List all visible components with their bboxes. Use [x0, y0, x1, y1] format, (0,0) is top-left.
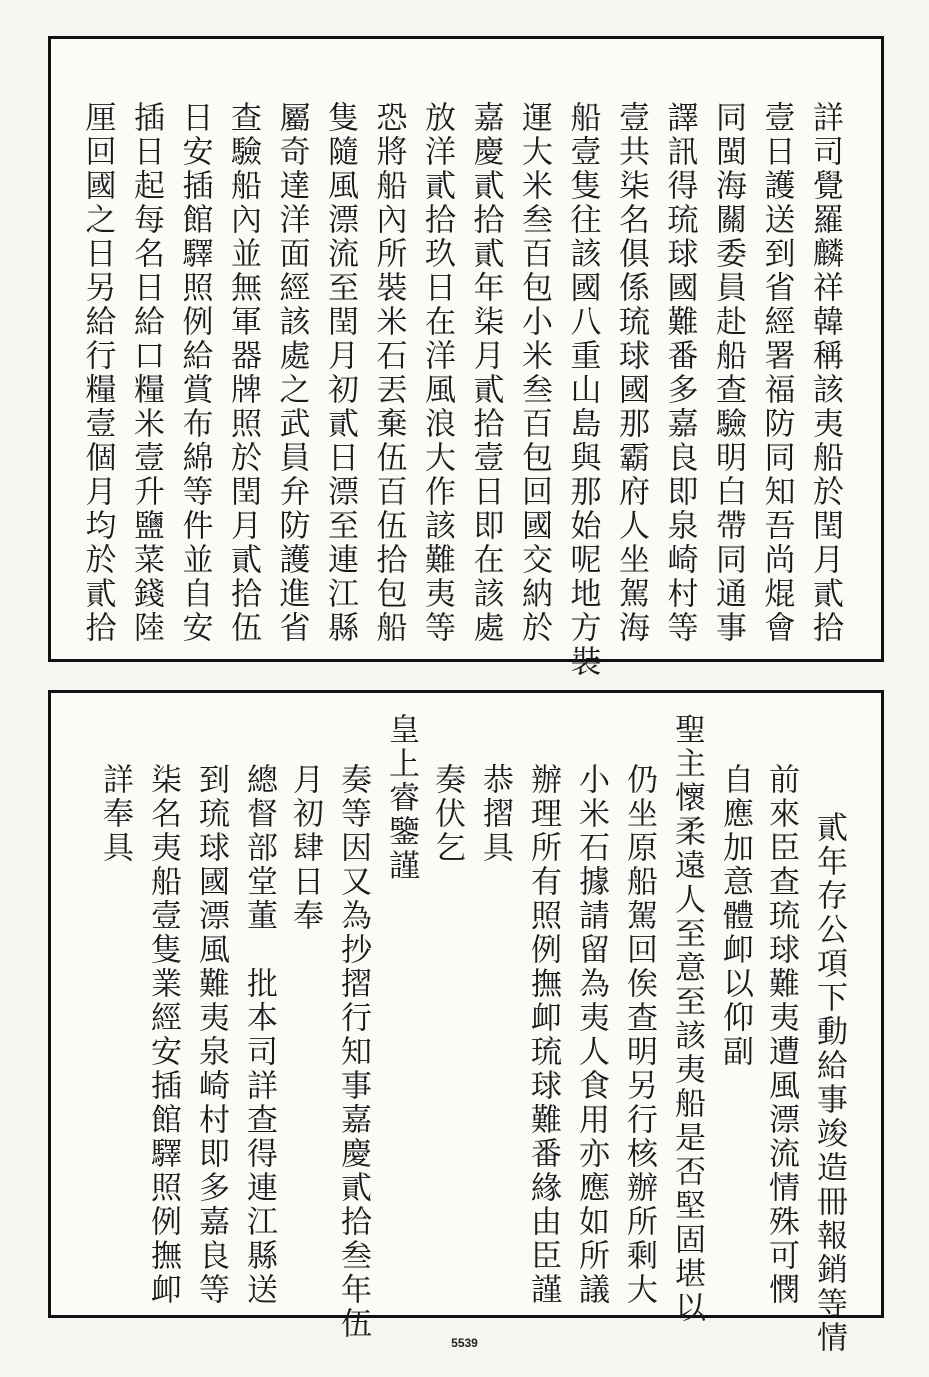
- top-columns: [51, 39, 881, 679]
- top-text-column: 恐將船內所裝米石丟棄伍百伍拾包船: [370, 101, 407, 645]
- bottom-text-column: 皇上睿鑒謹: [383, 713, 419, 883]
- top-text-column: 譯訊得琉球國難番多嘉良即泉崎村等: [661, 101, 698, 645]
- top-text-column: 屬奇達洋面經該處之武員弁防護進省: [273, 101, 310, 645]
- top-text-column: 嘉慶貳拾貳年柒月貳拾壹日即在該處: [467, 101, 504, 645]
- bottom-text-column: 奏伏乞: [429, 763, 465, 865]
- bottom-text-column: 恭摺具: [477, 763, 513, 865]
- bottom-text-column: 辦理所有照例撫卹琉球難番緣由臣謹: [525, 763, 561, 1307]
- top-text-column: 日安插館驛照例給賞布綿等件並自安: [176, 101, 213, 645]
- top-text-column: 查驗船內並無軍器牌照於閏月貳拾伍: [225, 101, 261, 645]
- bottom-text-column: 詳奉具: [97, 763, 133, 865]
- bottom-text-column: 前來臣查琉球難夷遭風漂流情殊可憫: [763, 763, 799, 1307]
- top-text-column: 插日起每名日給口糧米壹升鹽菜錢陸: [128, 101, 164, 645]
- bottom-text-column: 仍坐原船駕回俟查明另行核辦所剩大: [621, 763, 657, 1307]
- bottom-text-column: 自應加意體卹以仰副: [717, 763, 753, 1069]
- bottom-text-column: 小米石據請留為夷人食用亦應如所議: [573, 763, 609, 1307]
- top-text-column: 運大米叁百包小米叁百包回國交納於: [516, 101, 552, 645]
- bottom-text-column: 到琉球國漂風難夷泉崎村即多嘉良等: [193, 763, 229, 1307]
- bottom-text-column: 貳年存公項下動給事竣造冊報銷等情: [811, 811, 847, 1355]
- bottom-text-column: 奏等因又為抄摺行知事嘉慶貳拾叁年伍: [335, 763, 371, 1341]
- top-text-column: 同閩海關委員赴船查驗明白帶同通事: [710, 101, 746, 645]
- top-text-column: 厘回國之日另給行糧壹個月均於貳拾: [79, 101, 116, 645]
- top-text-panel: [48, 36, 884, 679]
- top-text-column: 壹共柒名俱係琉球國那霸府人坐駕海: [613, 101, 649, 645]
- top-text-column: 詳司覺羅麟祥韓稱該夷船於閏月貳拾: [807, 101, 843, 645]
- top-text-column: 壹日護送到省經署福防同知吾尚焜會: [758, 101, 795, 645]
- top-text-column: 放洋貳拾玖日在洋風浪大作該難夷等: [419, 101, 455, 645]
- bottom-text-column: 聖主懷柔遠人至意至該夷船是否堅固堪以: [669, 713, 705, 1325]
- top-text-column: 船壹隻往該國八重山島與那始呢地方裝: [564, 101, 601, 679]
- bottom-text-column: 總督部堂董 批本司詳查得連江縣送: [241, 763, 277, 1307]
- page-number: 5539: [451, 1336, 478, 1350]
- bottom-text-column: 月初肆日奉: [287, 763, 323, 933]
- top-text-column: 隻隨風漂流至閏月初貳日漂至連江縣: [322, 101, 358, 645]
- bottom-text-column: 柒名夷船壹隻業經安插館驛照例撫卹: [145, 763, 181, 1307]
